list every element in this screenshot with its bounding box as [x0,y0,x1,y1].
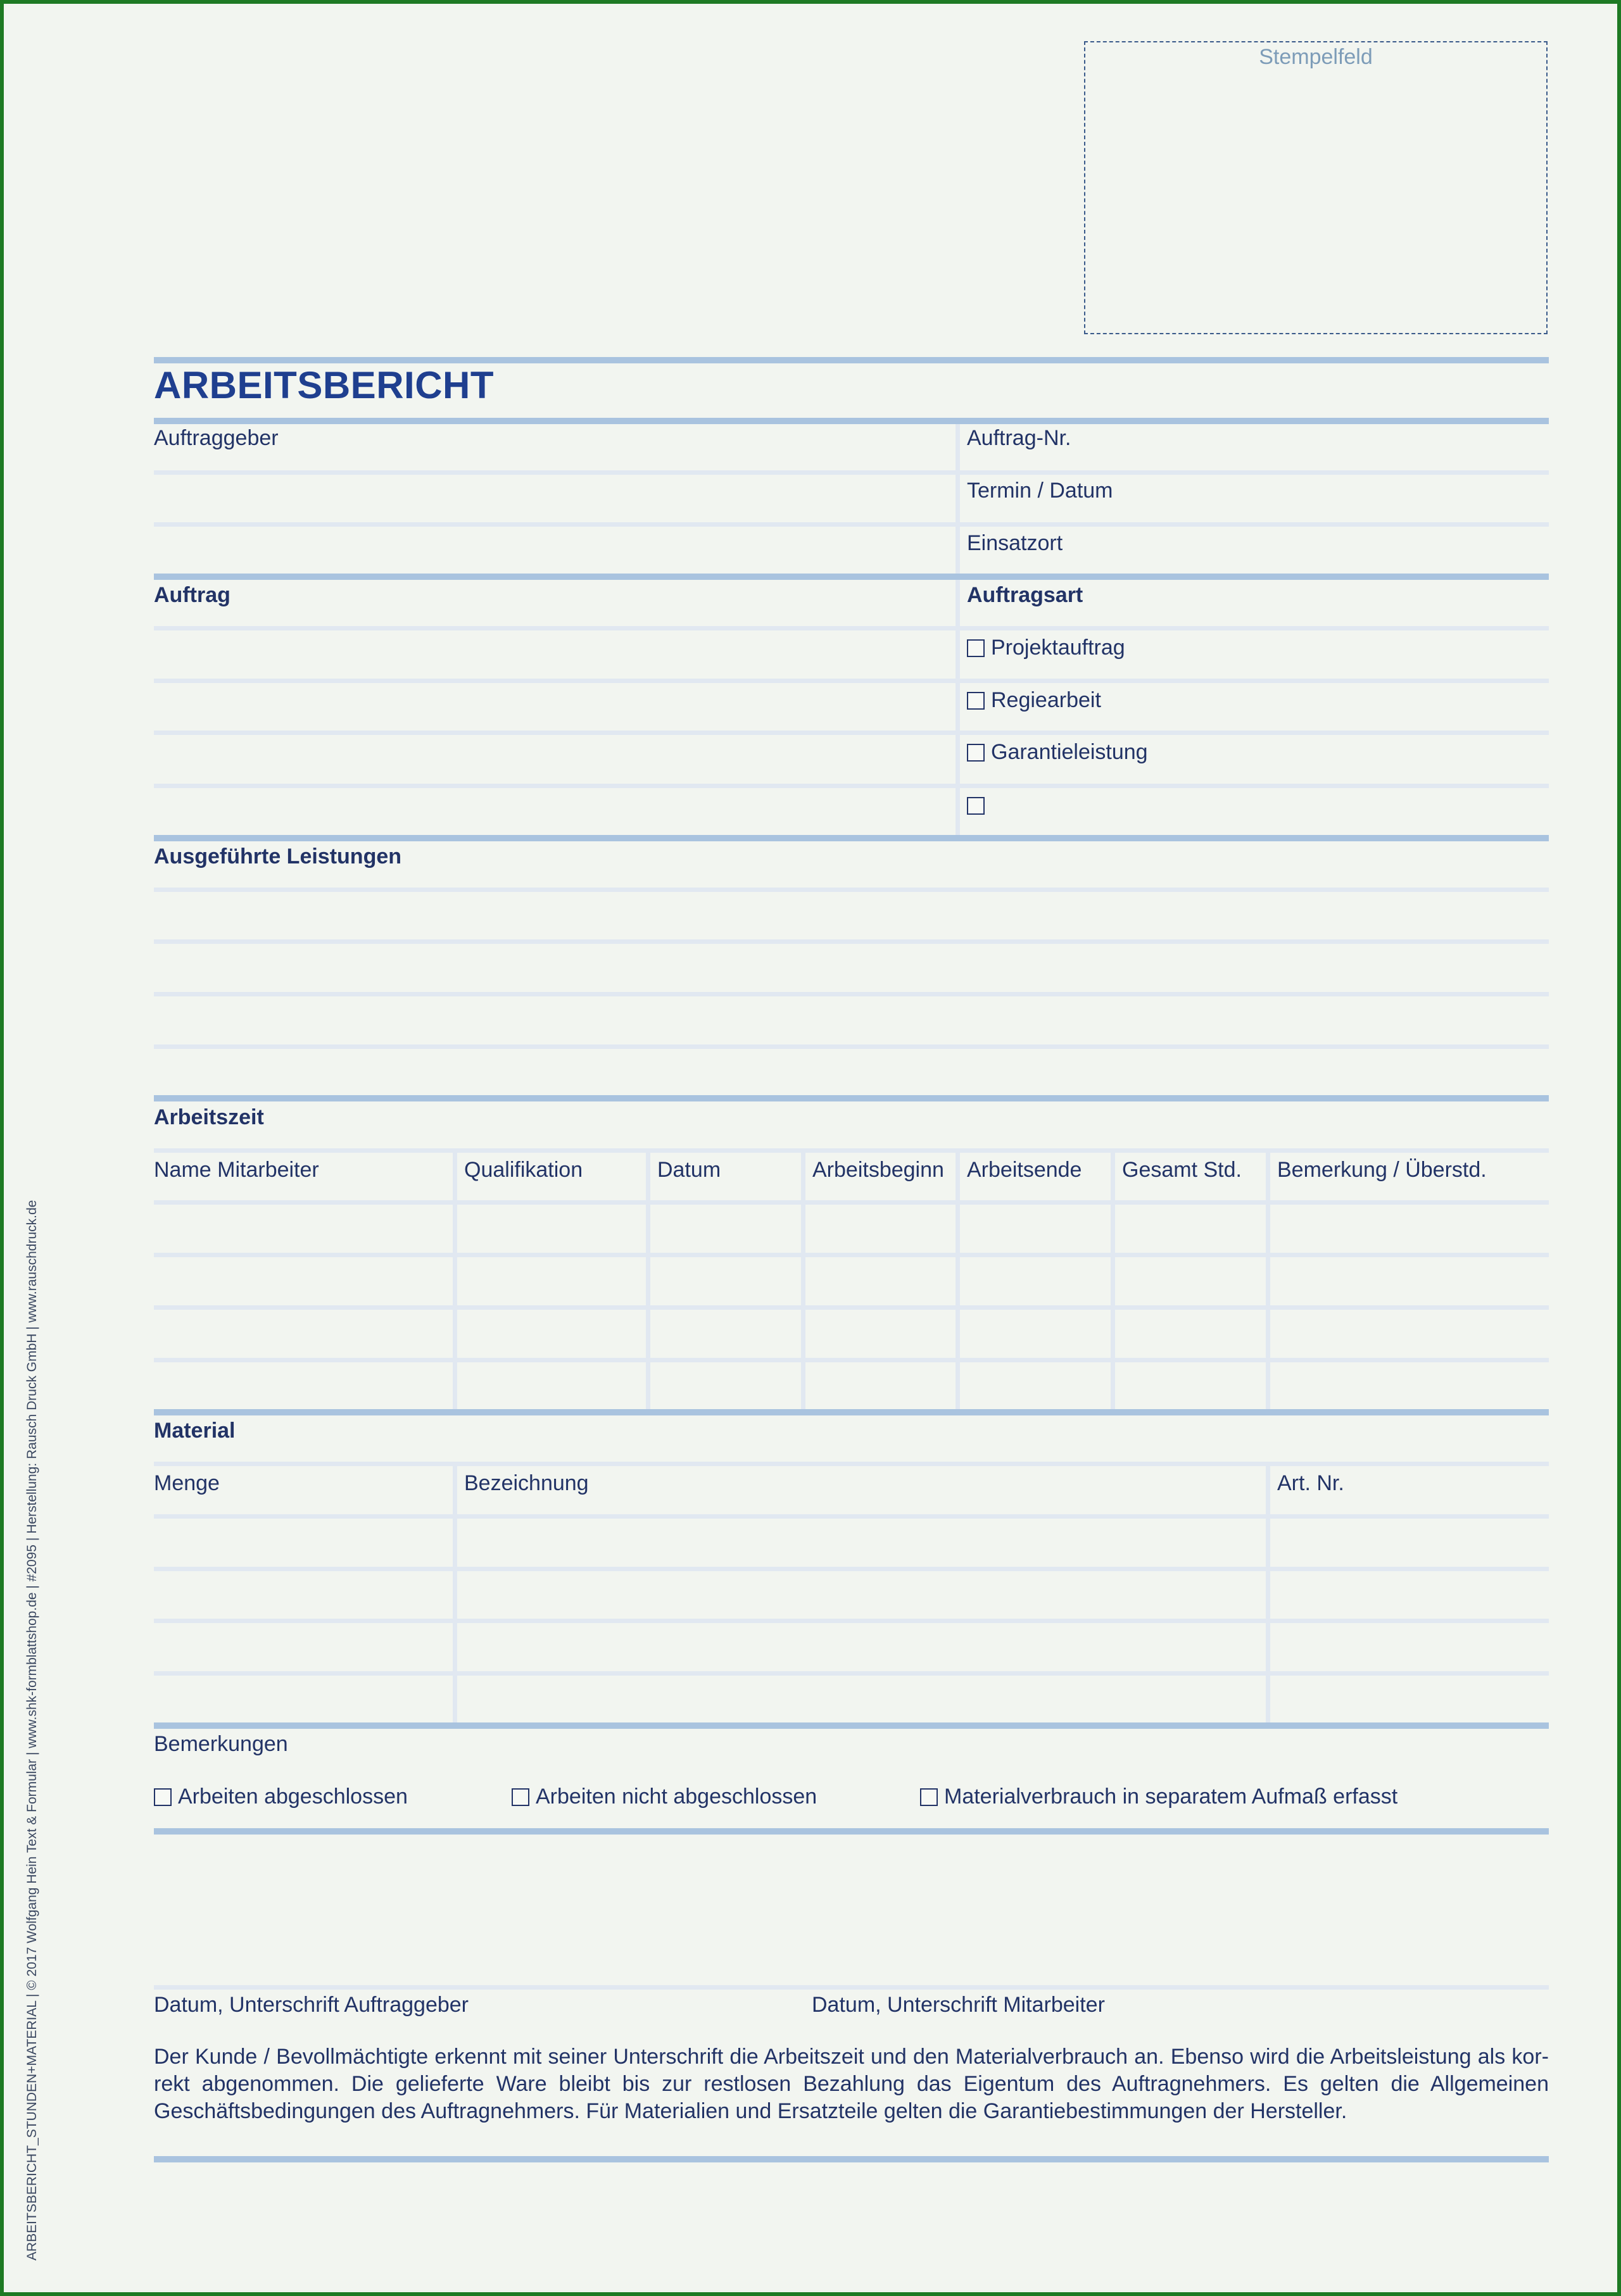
checkbox[interactable] [967,744,985,762]
column-divider [956,424,960,575]
rule [154,1409,1549,1415]
rule [154,1044,1549,1049]
side-note: ARBEITSBERICHT_STUNDEN+MATERIAL | © 2017 Wolfgang Hein Text & Formular | www.shk-formblattshop.de | #2095 | Herstellung: Rausch Druck GmbH | www.rauschdruck.de [25,1200,39,2261]
option-arbeiten-abgeschlossen[interactable] [154,1784,408,1809]
column-header: Arbeitsende [967,1158,1082,1182]
rule [154,939,1549,944]
stamp-field [1084,41,1548,334]
option-materialverbrauch[interactable] [920,1784,1397,1809]
signature-mitarbeiter: Datum, Unterschrift Mitarbeiter [812,1993,1105,2017]
heading-leistungen: Ausgeführte Leistungen [154,844,402,869]
column-header: Art. Nr. [1277,1471,1344,1495]
rule [154,1722,1549,1729]
column-header: Qualifikation [464,1158,583,1182]
column-divider [1111,1153,1115,1413]
rule [154,1828,1549,1835]
label-auftrag-nr: Auftrag-Nr. [967,426,1071,450]
rule [154,784,1549,788]
rule [154,1619,1549,1623]
heading-material: Material [154,1419,236,1443]
checkbox[interactable] [967,797,985,815]
rule [154,1148,1549,1153]
checkbox[interactable] [967,692,985,710]
column-divider [1266,1466,1270,1726]
rule [154,1305,1549,1310]
rule [154,418,1549,424]
option-regiearbeit[interactable] [967,687,1101,713]
rule [154,357,1549,363]
label-einsatzort: Einsatzort [967,531,1063,555]
column-header: Arbeitsbeginn [812,1158,944,1182]
column-divider [646,1153,650,1413]
rule [154,1358,1549,1362]
heading-auftrag: Auftrag [154,583,230,607]
label-auftraggeber: Auftraggeber [154,426,279,450]
rule [154,1567,1549,1571]
stamp-label: Stempelfeld [1259,45,1373,69]
column-header: Name Mitarbeiter [154,1158,319,1182]
signature-auftraggeber: Datum, Unterschrift Auftraggeber [154,1993,469,2017]
heading-auftragsart: Auftragsart [967,583,1083,607]
rule [154,522,1549,527]
checkbox[interactable] [920,1788,938,1806]
rule [154,888,1549,892]
rule [154,1095,1549,1101]
column-divider [1266,1153,1270,1413]
rule [154,1200,1549,1205]
label-termin-datum: Termin / Datum [967,479,1113,503]
rule [154,470,1549,475]
option-projektauftrag[interactable] [967,635,1125,660]
rule [154,992,1549,996]
option-arbeiten-nicht-abgeschlossen[interactable] [512,1784,817,1809]
heading-bemerkungen: Bemerkungen [154,1732,288,1756]
legal-text: Der Kunde / Bevollmächtigte erkennt mit seiner Unterschrift die Arbeitszeit und den Materialverbrauch an. Ebenso wird die Arbeitsleistung als korrekt abgenommen. Die gelieferte Ware bleibt bis zur restlosen Bezahlung das Eigentum des Auftragnehmers. Es gelten die Allgemeinen Geschäftsbedingungen des Auftragnehmers. Für Materialien und Ersatzteile gelten die Garantiebestimmungen der Hersteller. [154,2045,1549,2123]
option-label: Projektauftrag [991,636,1125,660]
rule [154,2156,1549,2162]
rule [154,679,1549,683]
option-other[interactable] [967,793,991,818]
option-label: Garantieleistung [991,740,1148,764]
rule [154,1253,1549,1257]
column-header: Bezeichnung [464,1471,589,1495]
page-title: ARBEITSBERICHT [154,364,495,406]
option-label: Materialverbrauch in separatem Aufmaß erfasst [944,1785,1398,1809]
column-divider [956,580,960,836]
rule [154,1514,1549,1519]
column-divider [453,1153,457,1413]
rule [154,835,1549,841]
rule [154,574,1549,580]
option-label: Arbeiten nicht abgeschlossen [536,1785,817,1809]
column-header: Menge [154,1471,220,1495]
rule [154,626,1549,630]
rule [154,1462,1549,1466]
checkbox[interactable] [967,639,985,657]
column-divider [453,1466,457,1726]
column-header: Gesamt Std. [1122,1158,1242,1182]
rule [154,731,1549,735]
heading-arbeitszeit: Arbeitszeit [154,1105,264,1129]
checkbox[interactable] [512,1788,529,1806]
option-label: Regiearbeit [991,688,1101,712]
option-label: Arbeiten abgeschlossen [178,1785,408,1809]
column-header: Bemerkung / Überstd. [1277,1158,1487,1182]
rule [154,1671,1549,1676]
option-garantieleistung[interactable] [967,739,1148,765]
checkbox[interactable] [154,1788,172,1806]
column-header: Datum [657,1158,721,1182]
column-divider [956,1153,960,1413]
signature-line [154,1985,1549,1990]
column-divider [801,1153,805,1413]
